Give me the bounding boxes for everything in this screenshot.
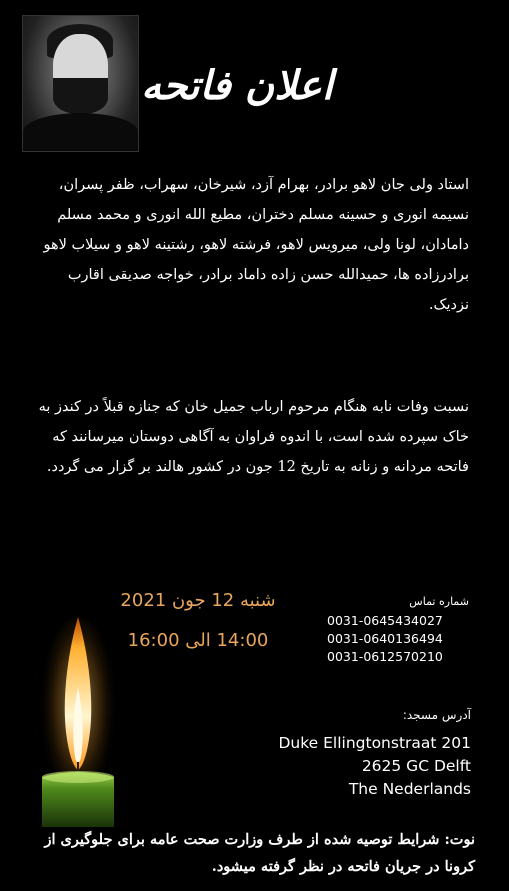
announcement-paragraph-1: استاد ولی جان لاهو برادر، بهرام آزد، شیرخان، سهراب، ظفر پسران، نسیمه انوری و حسینه مسلم دختران، مطیع الله انوری و محمد مسلم دامادان، لونا ولی، میرویس لاهو، فرشته لاهو، رشتینه لاهو و سیلاب لاهو برادرزاده ها، حمیدالله حسن زاده داماد برادر، خواجه صدیقی اقارب نزدیک. — [43, 177, 469, 313]
address-block — [278, 708, 471, 801]
contact-block — [319, 595, 469, 666]
address-line-2: 2625 GC Delft — [361, 757, 471, 775]
phone-number: 0031-0640136494 — [327, 631, 443, 646]
address-line-1: Duke Ellingtonstraat 201 — [278, 734, 471, 752]
address-label: آدرس مسجد: — [402, 708, 471, 722]
phone-number: 0031-0645434027 — [327, 613, 443, 628]
note-text: نوت: شرایط توصیه شده از طرف وزارت صحت عامه برای جلوگیری از کرونا در جریان فاتحه در نظر گرفته میشود. — [44, 831, 475, 875]
event-date: شنبه 12 جون 2021 — [120, 590, 276, 611]
contact-label: شماره تماس — [409, 595, 469, 608]
portrait-beard — [53, 78, 108, 114]
page-title: اعلان فاتحه — [141, 62, 333, 109]
event-time: 14:00 الی 16:00 — [127, 630, 269, 651]
address-line-3: The Nederlands — [348, 780, 471, 798]
portrait-shoulders — [23, 113, 138, 151]
candle-icon — [38, 612, 118, 827]
announcement-paragraph-2: نسبت وفات نابه هنگام مرحوم ارباب جمیل خان که جنازه قبلاً در کندز به خاک سپرده شده است، با اندوه فراوان به آگاهی دوستان میرسانند که فاتحه مردانه و زنانه به تاریخ 12 جون در کشور هالند بر گزار می گردد. — [38, 399, 469, 475]
portrait-photo — [22, 15, 139, 152]
phone-number: 0031-0612570210 — [327, 649, 443, 664]
